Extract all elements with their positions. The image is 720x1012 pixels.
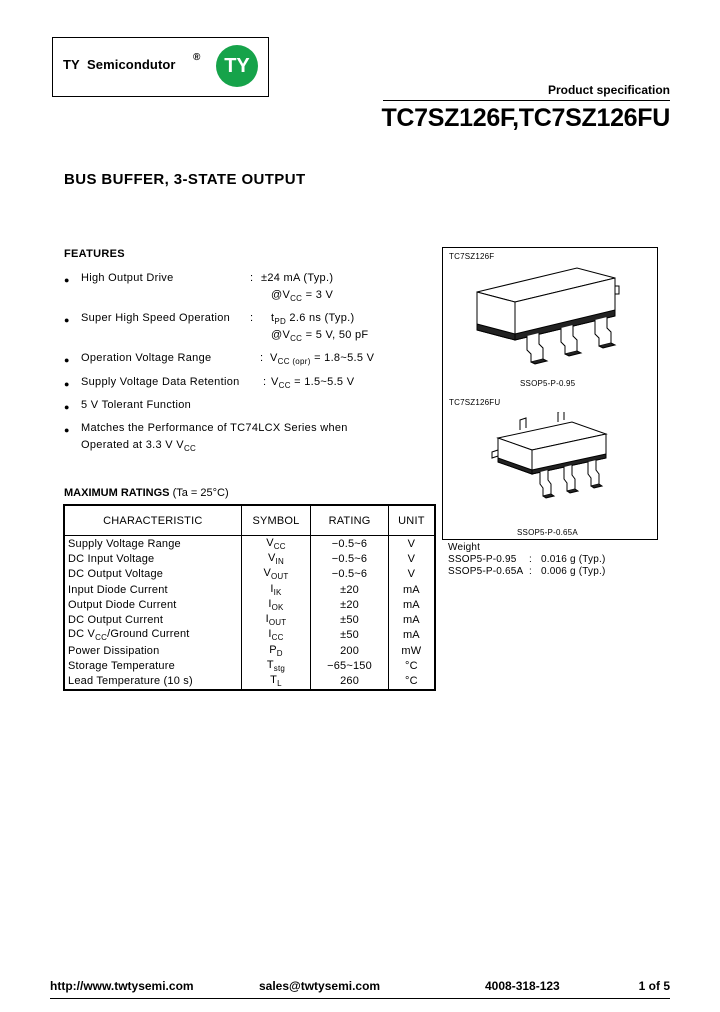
feature-value: $@V_{CC} = 5$ V, 50 pF [271, 329, 369, 343]
footer-website-link[interactable]: http://www.twtysemi.com [50, 979, 194, 993]
table-row [64, 567, 435, 582]
characteristic-cell: DC $V_{CC}$/Ground Current [64, 628, 241, 643]
feature-value: $V_{CC (opr)}$ = 1.8~5.5 V [270, 352, 375, 366]
table-row [64, 597, 435, 612]
rating-cell: ±50 [311, 612, 389, 627]
symbol-cell: $V_{OUT}$ [241, 567, 311, 582]
characteristic-cell: Output Diode Current [64, 597, 241, 612]
column-header: RATING [311, 505, 389, 536]
unit-cell: mW [388, 643, 435, 658]
bullet-icon: ● [64, 315, 70, 325]
unit-cell: mA [388, 597, 435, 612]
features-heading: FEATURES [64, 248, 125, 260]
column-header: SYMBOL [241, 505, 311, 536]
unit-cell: V [388, 536, 435, 552]
table-row [64, 674, 435, 690]
characteristic-cell: Supply Voltage Range [64, 536, 241, 552]
maximum-ratings-table [63, 504, 436, 691]
unit-cell: °C [388, 674, 435, 690]
feature-label: Super High Speed Operation [81, 312, 231, 324]
feature-label: Matches the Performance of TC74LCX Series when [81, 422, 348, 434]
rating-cell: 200 [311, 643, 389, 658]
weight-row: SSOP5-P-0.95 : 0.016 g (Typ.) [448, 554, 606, 565]
rating-cell: −65~150 [311, 658, 389, 673]
package-name-f: SSOP5-P-0.95 [520, 379, 576, 388]
feature-value: ±24 mA (Typ.) [261, 272, 334, 284]
table-row [64, 643, 435, 658]
bullet-icon: ● [64, 275, 70, 285]
unit-cell: mA [388, 628, 435, 643]
characteristic-cell: DC Output Current [64, 612, 241, 627]
column-header: CHARACTERISTIC [64, 505, 241, 536]
symbol-cell: $V_{IN}$ [241, 551, 311, 566]
rating-cell: −0.5~6 [311, 551, 389, 566]
feature-value: $V_{CC}$ = 1.5~5.5 V [271, 376, 355, 390]
feature-separator: : [250, 312, 254, 324]
symbol-cell: $V_{CC}$ [241, 536, 311, 552]
package-label-f: TC7SZ126F [449, 252, 495, 261]
characteristic-cell: Storage Temperature [64, 658, 241, 673]
weight-row: SSOP5-P-0.65A : 0.006 g (Typ.) [448, 566, 606, 577]
symbol-cell: $T_{stg}$ [241, 658, 311, 673]
rating-cell: ±20 [311, 597, 389, 612]
table-row [64, 582, 435, 597]
rating-cell: 260 [311, 674, 389, 690]
table-row [64, 551, 435, 566]
weight-heading: Weight [448, 542, 481, 553]
feature-label: 5 V Tolerant Function [81, 399, 192, 411]
company-logo-icon: TY [216, 45, 258, 87]
table-row [64, 658, 435, 673]
symbol-cell: $I_{OK}$ [241, 597, 311, 612]
characteristic-cell: Input Diode Current [64, 582, 241, 597]
feature-separator: : [260, 352, 264, 364]
symbol-cell: $P_D$ [241, 643, 311, 658]
feature-value: $@V_{CC} = 3$ V [271, 289, 334, 303]
bullet-icon: ● [64, 355, 70, 365]
unit-cell: °C [388, 658, 435, 673]
feature-label: Operation Voltage Range [81, 352, 212, 364]
feature-label: High Output Drive [81, 272, 174, 284]
unit-cell: V [388, 551, 435, 566]
characteristic-cell: DC Input Voltage [64, 551, 241, 566]
rating-cell: −0.5~6 [311, 536, 389, 552]
rating-cell: −0.5~6 [311, 567, 389, 582]
characteristic-cell: DC Output Voltage [64, 567, 241, 582]
ratings-heading: MAXIMUM RATINGS (Ta = 25°C) [64, 487, 229, 499]
symbol-cell: $I_{CC}$ [241, 628, 311, 643]
table-row [64, 536, 435, 552]
table-header-row [64, 505, 435, 536]
characteristic-cell: Power Dissipation [64, 643, 241, 658]
part-numbers-title: TC7SZ126F,TC7SZ126FU [381, 104, 670, 132]
rating-cell: ±20 [311, 582, 389, 597]
feature-separator: : [250, 272, 254, 284]
ssop5-p-065a-drawing [488, 412, 618, 512]
symbol-cell: $I_{IK}$ [241, 582, 311, 597]
unit-cell: mA [388, 582, 435, 597]
product-subtitle: BUS BUFFER, 3-STATE OUTPUT [64, 171, 306, 188]
table-row [64, 628, 435, 643]
page-number: 1 of 5 [638, 979, 670, 993]
document-type: Product specification [547, 83, 670, 97]
unit-cell: V [388, 567, 435, 582]
table-row [64, 612, 435, 627]
bullet-icon: ● [64, 402, 70, 412]
rating-cell: ±50 [311, 628, 389, 643]
header-divider [383, 100, 670, 101]
footer-email-link[interactable]: sales@twtysemi.com [259, 979, 381, 993]
registered-mark: ® [193, 52, 201, 63]
feature-value: $t_{PD}$ 2.6 ns (Typ.) [271, 312, 355, 326]
symbol-cell: $I_{OUT}$ [241, 612, 311, 627]
feature-label: Supply Voltage Data Retention [81, 376, 240, 388]
feature-label: Operated at 3.3 V $V_{CC}$ [81, 439, 197, 453]
column-header: UNIT [388, 505, 435, 536]
bullet-icon: ● [64, 379, 70, 389]
ssop5-p-095-drawing [465, 262, 635, 382]
package-name-fu: SSOP5-P-0.65A [517, 528, 578, 537]
company-name: TY Semicondutor [63, 57, 176, 72]
bullet-icon: ● [64, 425, 70, 435]
characteristic-cell: Lead Temperature (10 s) [64, 674, 241, 690]
package-label-fu: TC7SZ126FU [449, 398, 501, 407]
footer-divider [50, 998, 670, 999]
symbol-cell: $T_L$ [241, 674, 311, 690]
footer-phone: 4008-318-123 [485, 979, 560, 993]
unit-cell: mA [388, 612, 435, 627]
feature-separator: : [263, 376, 267, 388]
